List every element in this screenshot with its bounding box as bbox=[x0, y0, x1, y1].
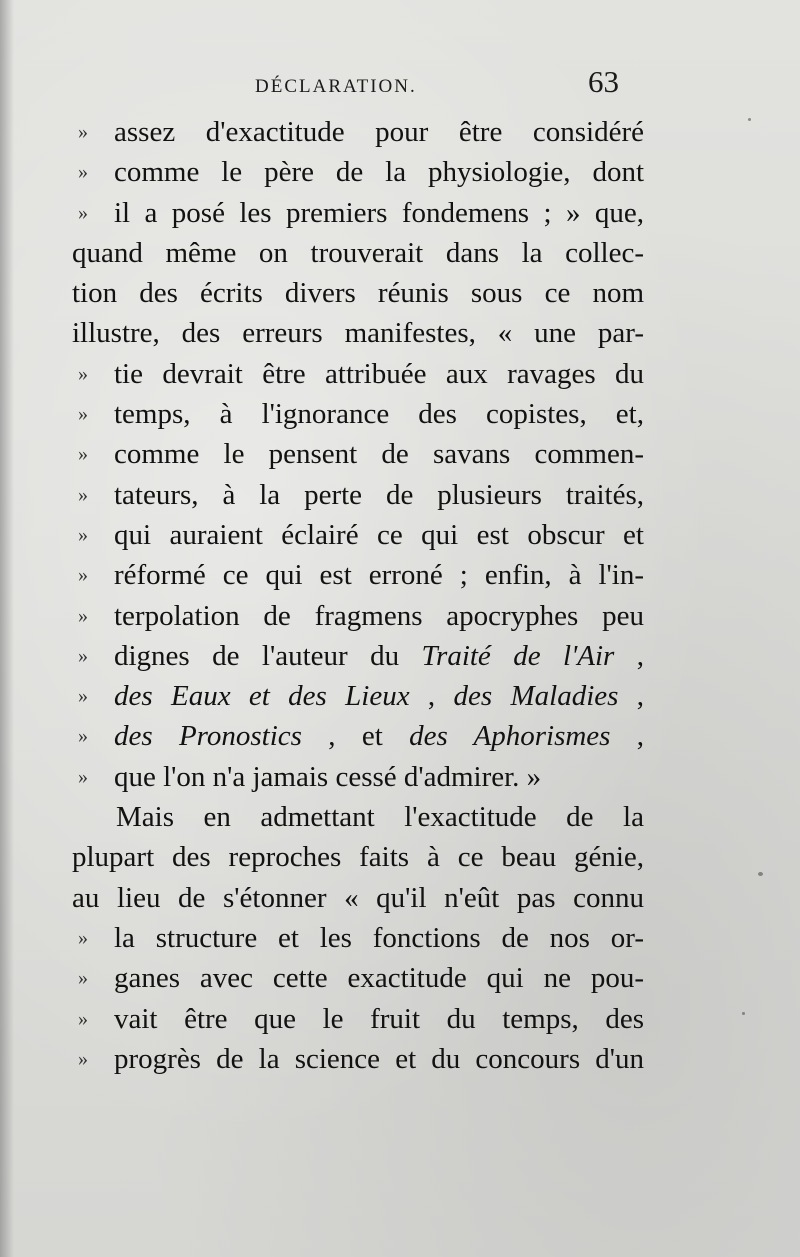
line-text: tateurs, à la perte de plusieurs traités, bbox=[114, 478, 644, 511]
text-line bbox=[72, 394, 644, 434]
text-line bbox=[72, 878, 644, 918]
line-text: au lieu de s'étonner « qu'il n'eût pas connu bbox=[72, 881, 644, 914]
line-text: qui auraient éclairé ce qui est obscur et bbox=[114, 518, 644, 551]
text-line bbox=[72, 112, 644, 152]
line-text: comme le pensent de savans commen- bbox=[114, 438, 644, 471]
page-number: 63 bbox=[588, 64, 619, 99]
quote-mark: » bbox=[78, 564, 88, 587]
quote-mark: » bbox=[78, 1047, 88, 1070]
text-line bbox=[72, 716, 644, 756]
line-text: tion des écrits divers réunis sous ce nom bbox=[72, 277, 644, 310]
line-text: Mais en admettant l'exactitude de la bbox=[116, 801, 644, 834]
quote-mark: » bbox=[78, 725, 88, 748]
quote-mark: » bbox=[78, 926, 88, 949]
quote-mark: » bbox=[78, 443, 88, 466]
quote-mark: » bbox=[78, 362, 88, 385]
text-line bbox=[72, 918, 644, 958]
line-text: dignes de l'auteur du bbox=[114, 639, 400, 672]
quote-mark: » bbox=[78, 765, 88, 788]
line-text: vait être que le fruit du temps, des bbox=[114, 1002, 644, 1035]
italic-title: Traité de l'Air bbox=[421, 639, 615, 672]
quote-mark: » bbox=[78, 121, 88, 143]
line-text: , bbox=[427, 680, 436, 713]
text-line bbox=[72, 636, 644, 676]
line-text: plupart des reproches faits à ce beau génie, bbox=[72, 841, 644, 874]
line-text: il a posé les premiers fondemens ; » que, bbox=[114, 196, 644, 229]
text-line bbox=[72, 152, 644, 192]
text-line bbox=[72, 475, 644, 515]
line-text: , bbox=[636, 720, 645, 753]
quote-mark: » bbox=[78, 1007, 88, 1030]
text-line bbox=[72, 999, 644, 1039]
line-text: la structure et les fonctions de nos or- bbox=[114, 921, 644, 954]
running-head: DÉCLARATION. bbox=[255, 76, 417, 97]
line-text: assez d'exactitude pour être considéré bbox=[114, 116, 644, 148]
line-text: réformé ce qui est erroné ; enfin, à l'in- bbox=[114, 559, 644, 592]
line-text: , bbox=[636, 639, 644, 672]
line-text: illustre, des erreurs manifestes, « une par- bbox=[72, 317, 644, 350]
paper-speck bbox=[742, 1012, 745, 1015]
quote-mark: » bbox=[78, 483, 88, 506]
quote-mark: » bbox=[78, 523, 88, 546]
text-line bbox=[72, 757, 644, 797]
italic-title: des Maladies bbox=[453, 680, 619, 713]
text-line bbox=[72, 354, 644, 394]
text-line bbox=[72, 515, 644, 555]
text-line bbox=[72, 434, 644, 474]
paper-speck bbox=[758, 872, 763, 876]
line-text: quand même on trouverait dans la collec- bbox=[72, 236, 644, 269]
text-line bbox=[72, 273, 644, 313]
quote-mark: » bbox=[78, 967, 88, 990]
paper-speck bbox=[748, 118, 751, 121]
italic-title: des Pronostics bbox=[114, 720, 302, 753]
line-text: , et bbox=[328, 720, 383, 753]
body-text bbox=[72, 112, 644, 1079]
text-line bbox=[72, 958, 644, 998]
line-text: ganes avec cette exactitude qui ne pou- bbox=[114, 962, 644, 995]
text-line bbox=[72, 596, 644, 636]
italic-title: des Eaux et des Lieux bbox=[114, 680, 410, 713]
line-text: que l'on n'a jamais cessé d'admirer. » bbox=[114, 760, 542, 793]
text-line bbox=[72, 233, 644, 273]
quote-mark: » bbox=[78, 685, 88, 708]
quote-mark: » bbox=[78, 604, 88, 627]
page-header bbox=[0, 62, 800, 112]
quote-mark: » bbox=[78, 403, 88, 426]
quote-mark: » bbox=[78, 644, 88, 667]
italic-title: des Aphorismes bbox=[409, 720, 611, 753]
text-line bbox=[72, 193, 644, 233]
text-line bbox=[72, 1039, 644, 1079]
line-text: , bbox=[636, 680, 645, 713]
line-text: tie devrait être attribuée aux ravages du bbox=[114, 357, 644, 390]
line-text: terpolation de fragmens apocryphes peu bbox=[114, 599, 644, 632]
quote-mark: » bbox=[78, 161, 88, 184]
line-text: temps, à l'ignorance des copistes, et, bbox=[114, 398, 644, 431]
text-line bbox=[72, 555, 644, 595]
line-text: progrès de la science et du concours d'un bbox=[114, 1042, 644, 1075]
text-line bbox=[72, 313, 644, 353]
text-line bbox=[72, 676, 644, 716]
quote-mark: » bbox=[78, 201, 88, 224]
line-text: comme le père de la physiologie, dont bbox=[114, 156, 644, 189]
text-line bbox=[72, 797, 644, 837]
text-line bbox=[72, 837, 644, 877]
